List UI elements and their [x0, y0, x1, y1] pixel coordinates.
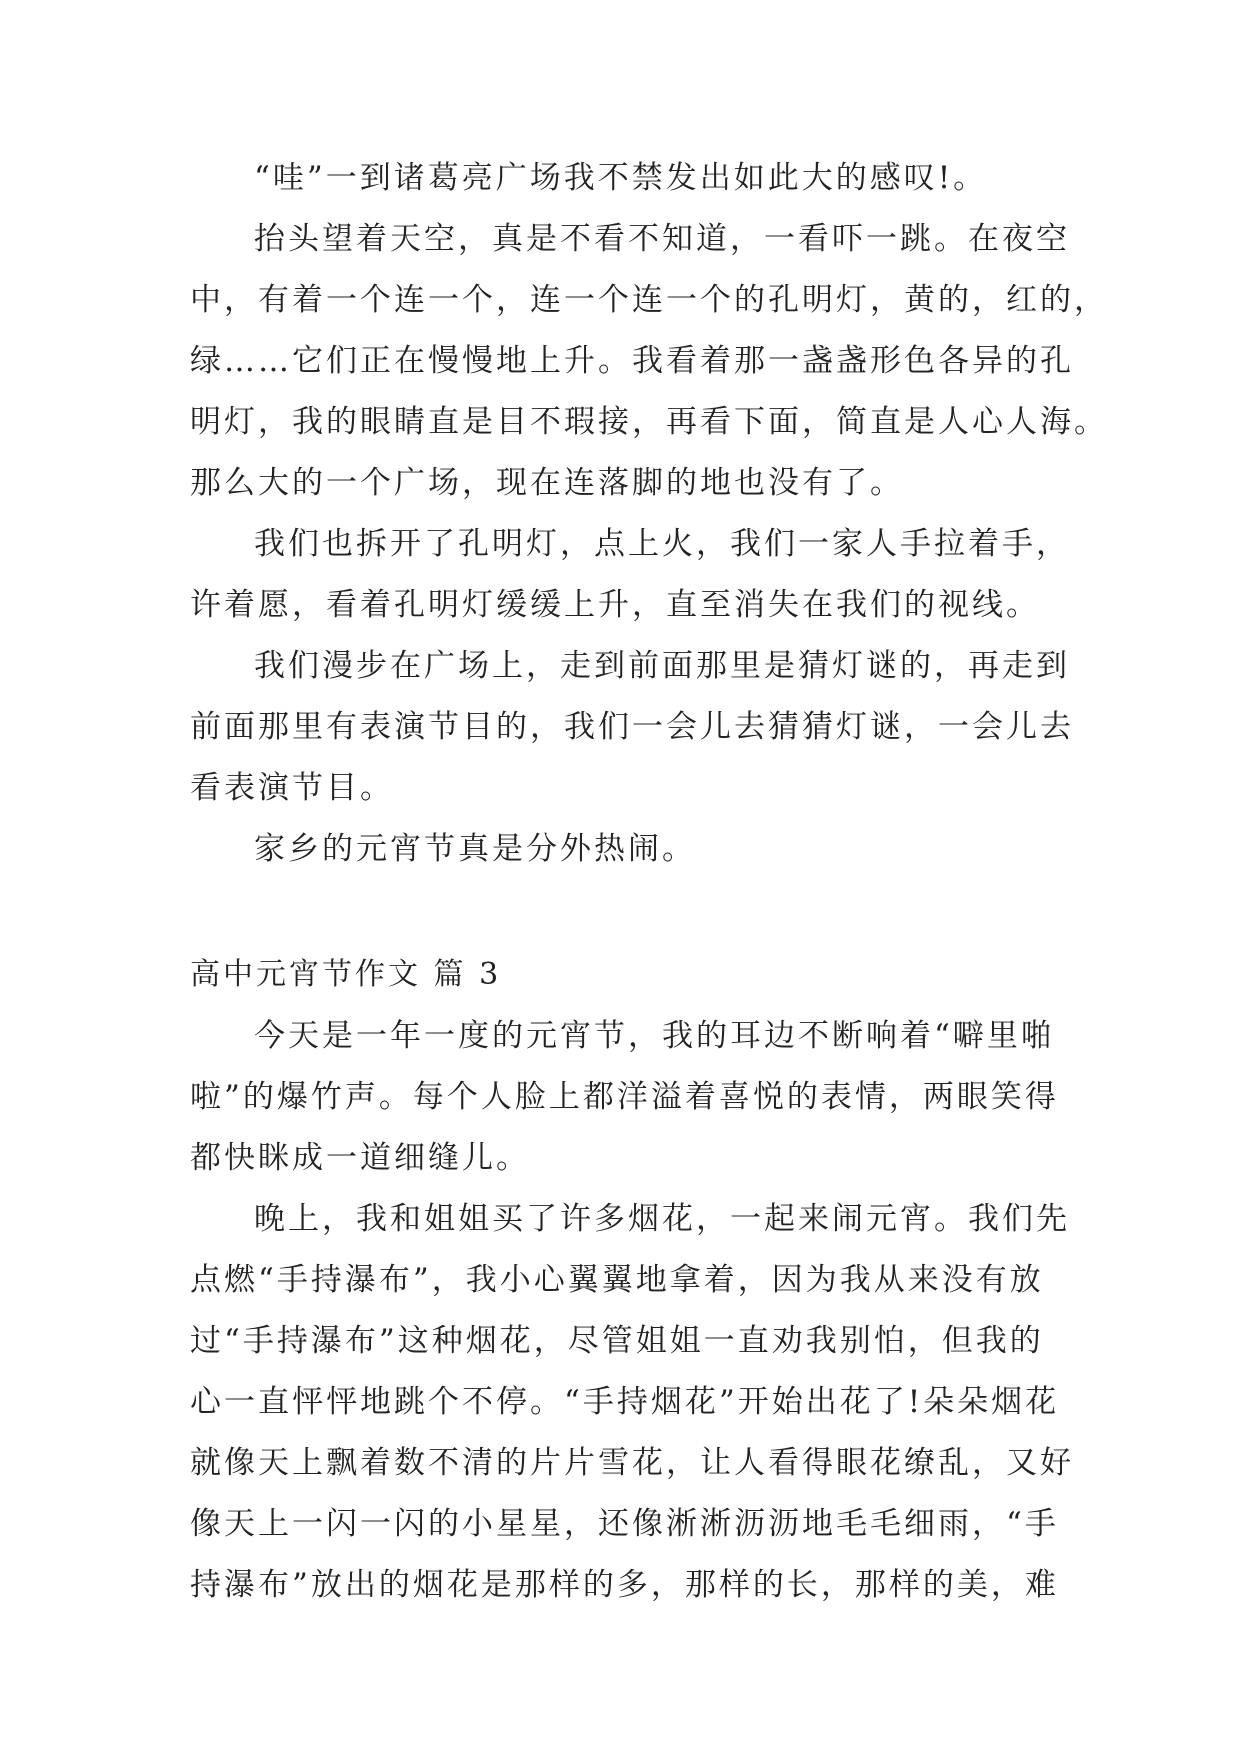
paragraph-line: 持瀑布”放出的烟花是那样的多，那样的长，那样的美，难	[190, 1567, 1059, 1603]
paragraph-line: 心一直怦怦地跳个不停。“手持烟花”开始出花了!朵朵烟花	[190, 1384, 1060, 1420]
paragraph-line: 就像天上飘着数不清的片片雪花，让人看得眼花缭乱，又好	[190, 1445, 1074, 1481]
section-heading: 高中元宵节作文 篇 3	[190, 957, 502, 992]
paragraph-line: 我们漫步在广场上，走到前面那里是猜灯谜的，再走到	[254, 648, 1070, 684]
paragraph-line: 家乡的元宵节真是分外热闹。	[254, 831, 696, 867]
paragraph-line: 那么大的一个广场，现在连落脚的地也没有了。	[190, 465, 904, 501]
paragraph-line: 今天是一年一度的元宵节，我的耳边不断响着“噼里啪	[254, 1018, 1055, 1054]
paragraph-line: “哇”一到诸葛亮广场我不禁发出如此大的感叹!。	[254, 160, 988, 196]
paragraph-line: 过“手持瀑布”这种烟花，尽管姐姐一直劝我别怕，但我的	[190, 1323, 1044, 1359]
paragraph-line: 点燃“手持瀑布”，我小心翼翼地拿着，因为我从来没有放	[190, 1262, 1044, 1298]
paragraph-line: 我们也拆开了孔明灯，点上火，我们一家人手拉着手，	[254, 526, 1070, 562]
paragraph-line: 像天上一闪一闪的小星星，还像淅淅沥沥地毛毛细雨，“手	[190, 1506, 1059, 1542]
paragraph-line: 许着愿，看着孔明灯缓缓上升，直至消失在我们的视线。	[190, 587, 1040, 623]
paragraph-line: 都快眯成一道细缝儿。	[190, 1140, 530, 1176]
paragraph-line: 中，有着一个连一个，连一个连一个的孔明灯，黄的，红的，	[190, 282, 1108, 318]
paragraph-line: 看表演节目。	[190, 770, 394, 806]
paragraph-line: 明灯，我的眼睛直是目不瑕接，再看下面，简直是人心人海。	[190, 404, 1108, 440]
paragraph-line: 晚上，我和姐姐买了许多烟花，一起来闹元宵。我们先	[254, 1201, 1070, 1237]
paragraph-line: 前面那里有表演节目的，我们一会儿去猜猜灯谜，一会儿去	[190, 709, 1074, 745]
paragraph-line: 啦”的爆竹声。每个人脸上都洋溢着喜悦的表情，两眼笑得	[190, 1079, 1059, 1115]
paragraph-line: 抬头望着天空，真是不看不知道，一看吓一跳。在夜空	[254, 221, 1070, 257]
paragraph-line: 绿……它们正在慢慢地上升。我看着那一盏盏形色各异的孔	[190, 343, 1074, 379]
